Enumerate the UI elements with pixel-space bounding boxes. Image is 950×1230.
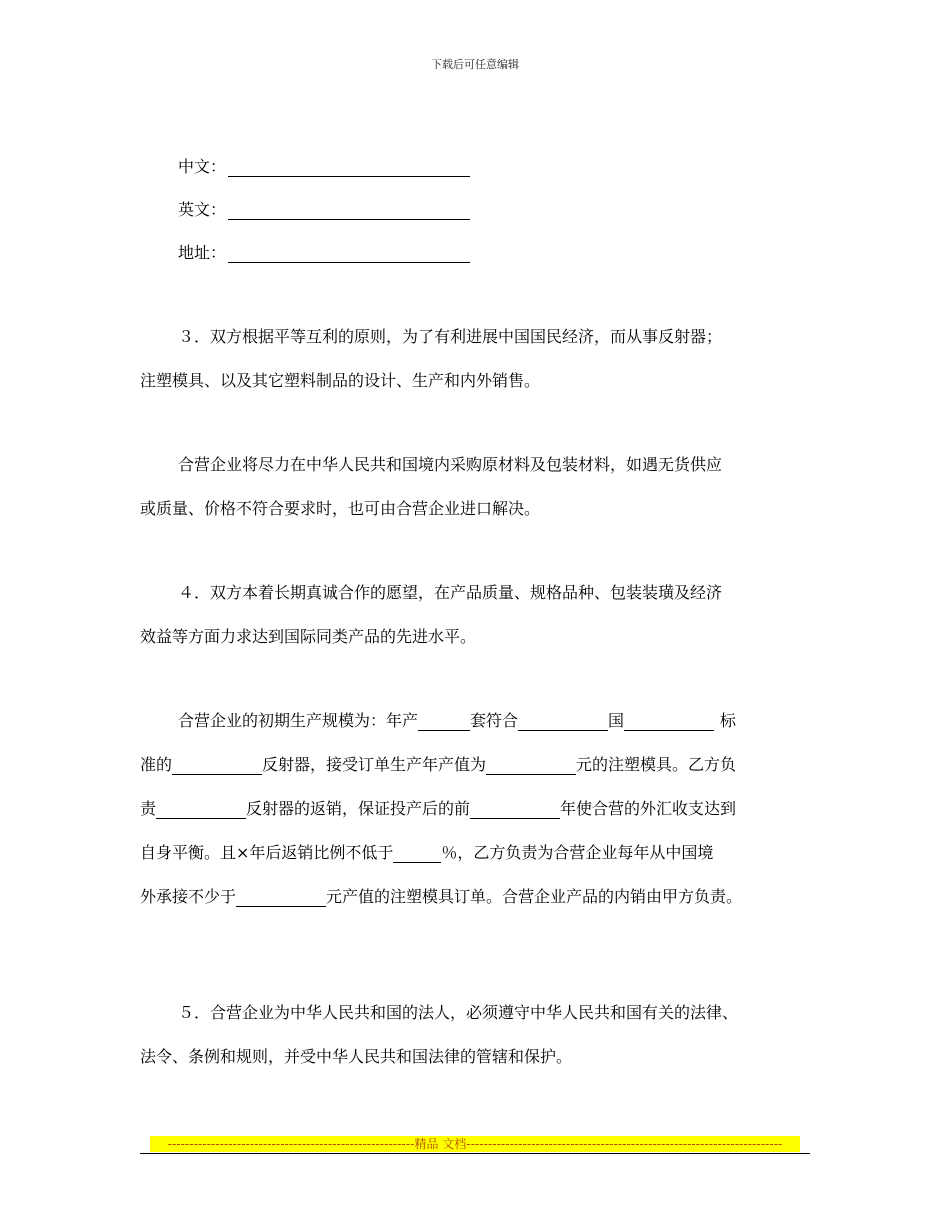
scale-text: 元的注塑模具。乙方负 (576, 755, 737, 774)
scale-text: 外承接不少于 (140, 887, 237, 906)
scale-text: 套符合 (470, 711, 519, 730)
section-5-line-2: 法令、条例和规则，并受中华人民共和国法律的管辖和保护。 (140, 1047, 573, 1066)
section-4-line-1: ４．双方本着长期真诚合作的愿望，在产品质量、规格品种、包装装璜及经济 (178, 583, 723, 602)
footer-label: 精品 文档 (414, 1137, 467, 1151)
english-name-field (178, 200, 470, 220)
section-4 (140, 583, 830, 671)
scale-line-4 (140, 843, 830, 887)
blank-export-quantity (156, 802, 246, 819)
footer-dashes-right: ------------------------------------------------------------------------- (466, 1137, 783, 1151)
footer-rule (140, 1153, 810, 1154)
chinese-name-label: 中文： (178, 157, 227, 176)
scale-line-5 (140, 887, 830, 931)
scale-line-1 (140, 711, 830, 755)
scale-text: 反射器，接受订单生产年产值为 (262, 755, 487, 774)
procurement-line-2: 或质量、价格不符合要求时，也可由合营企业进口解决。 (140, 499, 541, 518)
footer-dashes-left: --------------------------------------------------------- (167, 1137, 415, 1151)
chinese-name-blank (228, 160, 470, 177)
scale-text: ％，乙方负责为合营企业每年从中国境 (441, 843, 714, 862)
english-name-label: 英文： (178, 200, 227, 219)
scale-text: 责 (140, 799, 157, 818)
blank-standard (624, 714, 714, 731)
footer-banner (150, 1136, 800, 1152)
section-5-line-1: ５．合营企业为中华人民共和国的法人，必须遵守中华人民共和国有关的法律、 (178, 1003, 739, 1022)
blank-annual-output (418, 714, 470, 731)
section-5 (140, 1003, 830, 1091)
section-4-line-2: 效益等方面力求达到国际同类产品的先进水平。 (140, 627, 477, 646)
section-3 (140, 327, 830, 415)
scale-line-3 (140, 799, 830, 843)
blank-percentage (393, 846, 441, 863)
production-scale-paragraph (140, 711, 830, 931)
scale-text: 自身平衡。且×年后返销比例不低于 (140, 843, 394, 862)
scale-text: 反射器的返销，保证投产后的前 (246, 799, 471, 818)
address-blank (228, 246, 470, 263)
scale-text: 合营企业的初期生产规模为：年产 (178, 711, 419, 730)
english-name-blank (228, 203, 470, 220)
procurement-paragraph (140, 455, 830, 543)
blank-order-value (236, 890, 326, 907)
chinese-name-field (178, 157, 470, 177)
scale-text: 标 (720, 711, 737, 730)
scale-text: 年使合营的外汇收支达到 (560, 799, 737, 818)
blank-years (470, 802, 560, 819)
address-field (178, 243, 470, 263)
section-3-line-1: ３．双方根据平等互利的原则，为了有利进展中国国民经济，而从事反射器； (178, 327, 723, 346)
procurement-line-1: 合营企业将尽力在中华人民共和国境内采购原材料及包装材料，如遇无货供应 (178, 455, 723, 474)
address-label: 地址： (178, 243, 227, 262)
blank-country (518, 714, 608, 731)
scale-text: 准的 (140, 755, 173, 774)
scale-line-2 (140, 755, 830, 799)
scale-text: 元产值的注塑模具订单。合营企业产品的内销由甲方负责。 (326, 887, 743, 906)
blank-output-value (486, 758, 576, 775)
scale-text: 国 (608, 711, 625, 730)
section-3-line-2: 注塑模具、以及其它塑料制品的设计、生产和内外销售。 (140, 371, 541, 390)
page-header: 下载后可任意编辑 (431, 58, 519, 71)
blank-reflector-type (172, 758, 262, 775)
